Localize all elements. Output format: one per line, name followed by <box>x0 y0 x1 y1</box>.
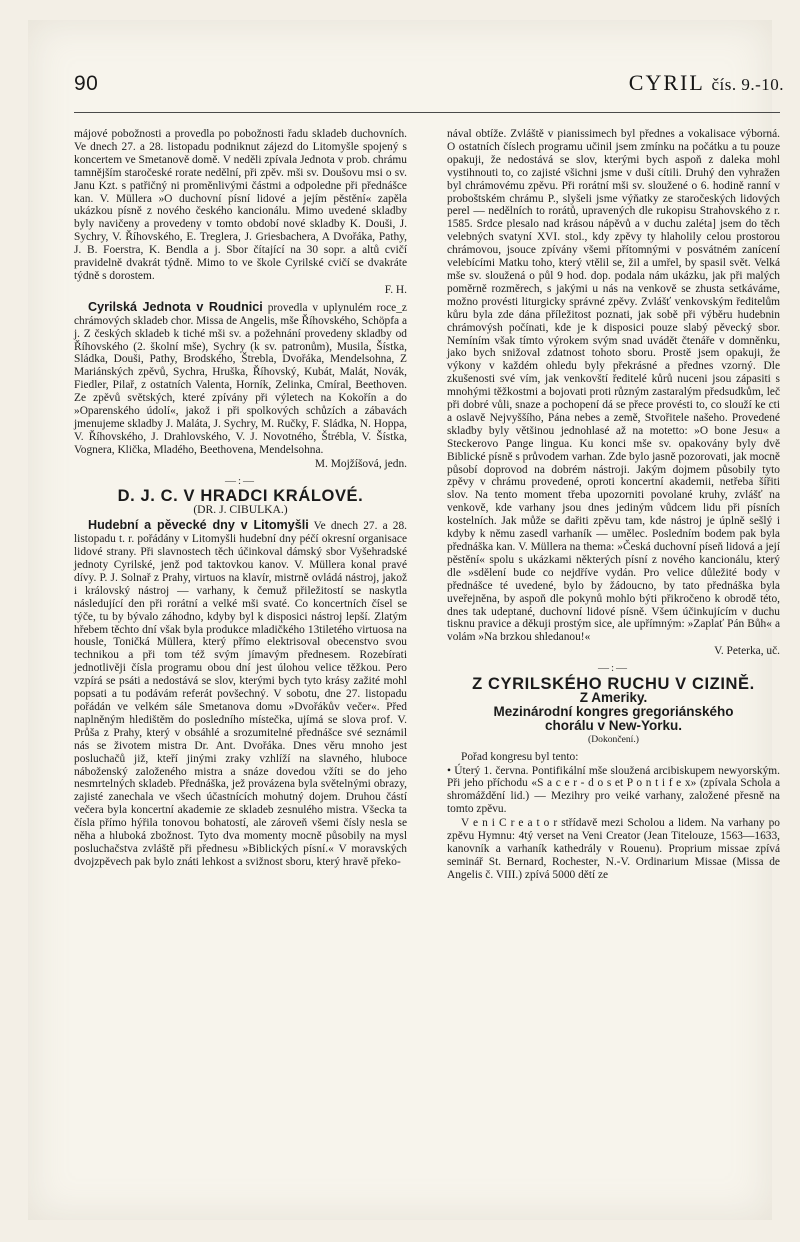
page-sheet <box>28 20 784 1220</box>
left-column <box>74 128 407 869</box>
section-separator-right: —:— <box>597 662 630 675</box>
section-heading-kongres-line1: Mezinárodní kongres gregoriánského <box>493 703 734 719</box>
header-divider <box>74 112 780 113</box>
section-heading-note: (Dokončení.) <box>588 733 639 745</box>
section-heading-cizina: Z CYRILSKÉHO RUCHU V CIZINĚ. <box>472 675 755 694</box>
signature-right-1: V. Peterka, uč. <box>714 645 780 658</box>
paragraph-left-2-body: provedla v uplynulém roce_z chrámových skladeb chor. Missa de Angelis, mše Říhovského, Schöpfa a j. Z českých skladeb k tiché mši sv. a požehnání provedeny skladby od Říhovského (2. školní mše), Sychry (k sv. patronům), Musila, Šístka, Sládka, Douši, Pathy, Brodského, Štrebla, Dvořáka, Mendelsohna, Z Mariánských zpěvů, Sychra, Hruška, Říhovský, Kubát, Malát, Novák, Fiedler, Pilař, z ostatních Valenta, Horník, Zelinka, Cmíral, Beethoven. Ze zpěvů světských, které zpívány při výletech na Kokořín a do »Oparenského údolí«, jakož i při spolkových schůzích a zábavách jmenujeme skladby J. Maláta, J. Sychry, M. Ručky, F. Sládka, N. Hoppa, V. Říhovského, J. Drahlovského, V. J. Novotného, Štrébla, V. Šístka, Vognera, Klička, Mladého, Beethovena, Mendelsohna. <box>74 301 407 456</box>
paragraph-left-3 <box>74 519 407 868</box>
run-in-heading-roudnice: Cyrilská Jednota v Roudnici <box>88 299 263 314</box>
section-heading-kongres-line2: chorálu v New-Yorku. <box>544 717 683 733</box>
paragraph-right-4: V e n i C r e a t o r střídavě mezi Scholou a lidem. Na varhany po zpěvu Hymnu: 4tý verset na Veni Creator (Jean Titelouze, 1563—1633, kanovník a varhaník kathedrály v Rouenu). Proprium missae zpívá seminář St. Bernard, Rochester, N.-V. Ordinarium Missae (Missa de Angelis č. VIII.) zpívá 5000 dětí ze <box>447 817 780 881</box>
section-subheading-hradec: (DR. J. CIBULKA.) <box>193 503 288 517</box>
paragraph-left-2 <box>74 301 407 457</box>
paragraph-left-1: májové pobožnosti a provedla po pobožnosti řadu skladeb duchovních. Ve dnech 27. a 28. listopadu podniknut zájezd do Litomyšle spojený s koncertem ve Smetanově domě. V neděli zpívala Jednota v prob. chrámu tamnějším staročeské rorate nedělní, při zpěv. mši sv. Doušovu msi o sv. Janu Kzt. s patřičný ni proměnlivými částmi a odpoledne při přednášce kan. V. Müllera »O duchovní písní lidové a jejím pěstění« zapěla ukázkou písně z nového českého kancionálu. Mimo uvedené skladby byly navičeny a provedeny v tomto období nové skladby K. Douši, J. Sychry, V. Říhovského, E. Treglera, J. Griesbachera, A Dvořáka, Pathy, J. B. Foerstra, K. Bendla a j. Sbor čítající na 30 sopr. a altů cvičí pravidelně dvakrát týdně. Mimo to ve škole Cyrilské cvičí se dvakráte týdně s dorostem. <box>74 128 407 282</box>
signature-left-1: F. H. <box>384 283 407 296</box>
page-header <box>74 72 784 106</box>
section-heading-amerika: Z Ameriky. <box>579 689 648 705</box>
column-container <box>74 128 780 1208</box>
paragraph-right-2: Pořad kongresu byl tento: <box>461 750 579 763</box>
section-separator-left: —:— <box>224 474 257 487</box>
run-in-heading-litomysl: Hudební a pěvecké dny v Litomyšli <box>88 518 309 533</box>
signature-left-2: M. Mojžíšová, jedn. <box>314 457 407 470</box>
paragraph-right-1: nával obtíže. Zvláště v pianissimech byl přednes a vokalisace výborná. O ostatních číslech programu učinil jsem zmínku na počátku a tu pouze opakuji, že nedostává se slov, kterými bych aspoň z daleka mohl vystihnouti to, co zajisté všichni jsme v duši cítili. Druhý den vyhražen byl chrámovému zpěvu. Při rorátní mši sv. sloužené o 6. hodině ranní v proboštském chrámu P., slyšeli jsme výňatky ze staročeských lidových perel — nedělních to rorátů, upravených dle rukopisu Strahovského z r. 1585. Srdce plesalo nad krásou nápěvů a v duchu zaléta] jsem do těch velebných svatyní XVI. stol., kdy zpěvy ty hlaholily celou prostorou chrámovou, jsouce zpívány všemi přítomnými v posvátném zanícení velebícími Matku toho, který vtělil se, žil a umřel, by spasil svět. Velká mše sv. sloužená o půl 9 hod. dop. podala nám ukázku, jak při malých poměrně rozměrech, s jakými u nás na venkově se zhusta setkáváme, možno provésti liturgicky správné zpěvy. Zvlášť venkovským ředitelům kůru byla zde dána příležitost poznati, jak sobě při výběru hudebnin chrámovýsh počínati, kde je k disposici pouze slabý pěvecký sbor. Nemíním však tímto výrokem svým snad uvádět čtenáře v domněnku, jako bych snižoval zdatnost tohoto sboru. Prostě jsem opakuji, že výkony v každém ohledu byly překrásné a přednes vzorný. Dle zkušenosti své vím, jak venkovští ředitelé kůrů nuceni jsou zápasiti s mnohými těžkostmi a bojovati proti různým zastaralým předsudkům, leč při dobré vůli, snaze a pochopení dá se přece provésti to, co slouží ke cti a oslavě Nejvyššího, Pána nebes a země, Stvořitele našeho. Provedené skladby byly většinou jednohlasé až na motetto: »O bone Jesu« a Steckerovo Pange lingua. Ku konci mše sv. opakovány byly dvě Biblické písně s průvodem varhan. Zde bylo jasně pozorovati, jak mocně působí doprovod na dobrém nástroji. Jakým dojmem působily tyto zpěvy v chrámu provedené, oproti koncertní akademii, netřeba šířiti slov. Na tento moment třeba upozorniti povolané kruhy, zvlášť na venkově, kde varhany jsou dnes jediným vůdcem lidu při písních kostelních. Jak může se dařiti zpěvu tam, kde nástroj je úplně sešlý i kdyby k němu zasedl varhaník — umělec. Posledním bodem pak byla přednáška kan. V. Müllera na thema: »Česká duchovní píseň lidová a její pěstění« spolu s ukázkami některých písní z nového kancionálu, který dle »sdělení bude co nejdříve vydán. Pro velice důležité body v přednášce té uvedené, bylo by žádoucno, by tato přednáška byla uveřejněna, by aspoň dle pokynů mohlo býti přikročeno k obrodě této, dnes tak udeptané, duchovní lidové písně. Všem účinkujícím v duchu tisknu pravice a děkuji prostým sice, ale upřímným: »Zaplať Pán Bůh« a volám »Na brzkou shledanou!« <box>447 128 780 644</box>
section-heading-hradec: D. J. C. V HRADCI KRÁLOVÉ. <box>117 487 364 506</box>
journal-title: CYRIL <box>628 70 704 95</box>
paragraph-right-3: • Úterý 1. června. Pontifikální mše sloužená arcibiskupem newyorským. Při jeho příchodu «S a c e r - d o s et P o n t i f e x» (zpívala Schola a shromáždění lid.) — Mezihry pro veiké varhany, založené přesně na tomto zpěvu. <box>447 764 780 816</box>
paragraph-left-3-body: Ve dnech 27. a 28. listopadu t. r. pořádány v Litomyšli hudební dny péčí okresní organisace lidové strany. Při slavnostech těch účinkoval dámský sbor Vyšehradské jednoty Cyrilské, jenž pod taktovkou kanov. V. Müllera konal pravé dívy. P. J. Solnař z Prahy, virtuos na klavír, mistrně ovládá nástroj, jakož i královský nástroj — varhany, k čemuž přiležitostí se naskytla následující den při rorátní a velké mši svaté. Co koncertních čísel se týče, tu by bývalo záhodno, kdyby byl k disposici nástroj lepší. Zlatým hřebem těchto dní však byla produkce mladičkého 13tiletého virtuosa na housle, Toničká Müllera, který přímo elektrisoval obecenstvo svou technikou a při tom též svým jímavým přednesem. Rozebírati jednotlivěji čísla programu obou dní jest úlohou velice těžkou. Pero vzpírá se psáti a nedostává se slov, kterými bych tyto krásy zažité mohl popsati a tu podávám referát povšechný. V sobotu, dne 27. listopadu pořádán ve velkém sále Smetanova domu »Dvořákův večer«. Před naplněným hledištěm do posledního místečka, ujímá se slova prof. V. Průša z Prahy, který v obsáhlé a srozumitelné přednášce své seznámil nás se životem mistra Dr. Ant. Dvořáka. Dnes věru mnoho jest posluchačů již, kteří jinými zraky vzhlíží na slavného, hluboce náboženský založeného mistra a snáze dovedou vžíti se do jeho nesmrtelných skladeb. Přednáška, jež provázena byla světelnými obrazy, zajisté zanechala ve všech účastnících mohutný dojem. Druhou částí večera byla koncertní akademie ze skladeb zesnulého mistra. Všecka ta čísla přímo hýřila tonovou bohatostí, ale zároveň všemi čísly nesla se něha a hluboká zbožnost. Tyto dva momenty mocně působily na mysl posluchačstva zvláště při přednesu »Biblických písní.« V moravských dvojzpěvech pak bylo znáti lehkost a svižnost sboru, který hravě překo- <box>74 520 408 868</box>
right-column <box>447 128 780 882</box>
page-number: 90 <box>74 72 99 95</box>
journal-masthead <box>629 70 784 96</box>
journal-issue: čís. 9.-10. <box>711 75 784 94</box>
